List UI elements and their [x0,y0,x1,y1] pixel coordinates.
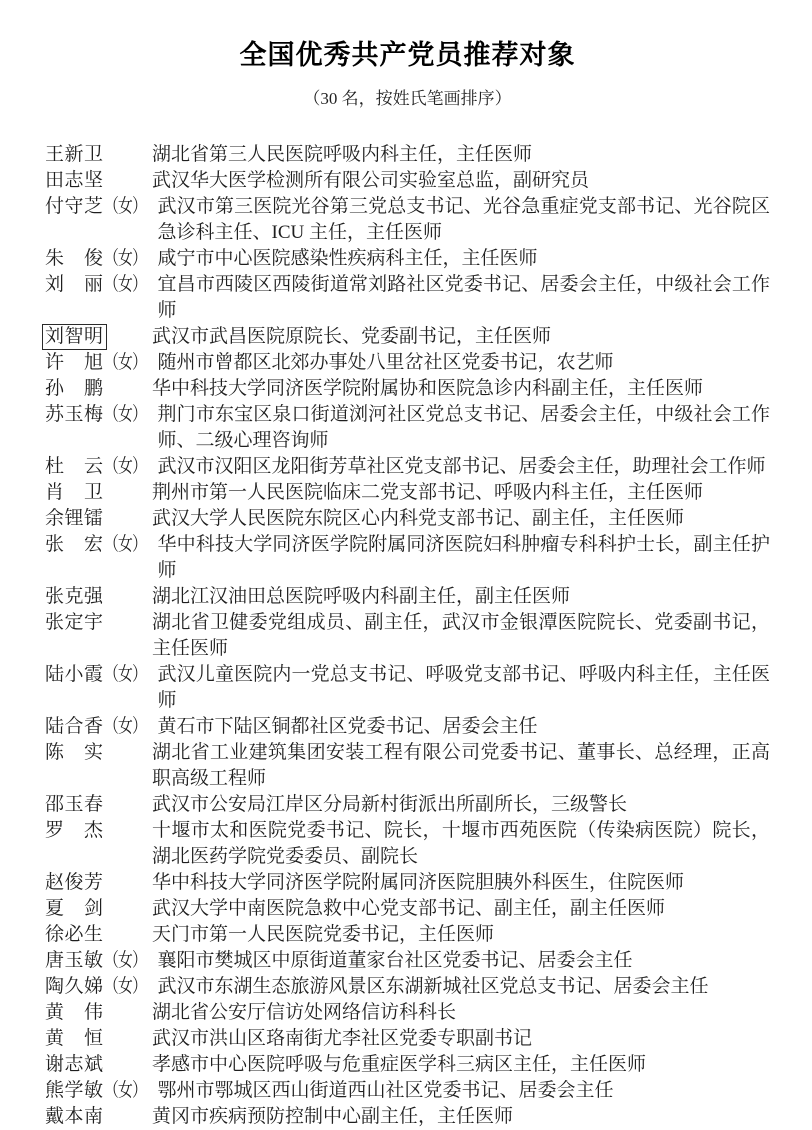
entry-gender-note: （女） [103,1080,146,1102]
entry-name: 张克强 [45,586,104,608]
entry-row [45,1026,770,1052]
entry-name: 刘 丽 [45,274,104,296]
entry-description: 武汉市洪山区珞南街尤李社区党委专职副书记 [152,1028,533,1050]
entry-row [45,1104,770,1130]
entry-row [45,168,770,194]
entry-gender-note: （女） [103,950,146,972]
entry-name-column [45,142,152,168]
entry-description: 黄冈市疾病预防控制中心副主任，主任医师 [152,1106,514,1128]
entry-row [45,1078,770,1104]
entry-name-column [45,350,158,376]
entry-gender-note: （女） [103,404,146,426]
entry-name-column [45,168,152,194]
entry-description: 天门市第一人民医院党委书记，主任医师 [152,924,495,946]
entry-row [45,740,770,792]
entry-name: 夏 剑 [45,898,104,920]
entry-name: 熊学敏 [45,1080,104,1102]
entry-description: 武汉大学中南医院急救中心党支部书记、副主任，副主任医师 [152,898,666,920]
entry-name-column [45,948,158,974]
entry-description: 荆州市第一人民医院临床二党支部书记、呼吸内科主任，主任医师 [152,482,704,504]
entry-row [45,922,770,948]
entry-row [45,948,770,974]
entry-row [45,506,770,532]
entry-description: 湖北省第三人民医院呼吸内科主任，主任医师 [152,144,533,166]
entry-row [45,1000,770,1026]
entry-description: 武汉市武昌医院原院长、党委副书记，主任医师 [152,326,552,348]
entry-name-column [45,1078,158,1104]
entry-description: 湖北江汉油田总医院呼吸内科副主任，副主任医师 [152,586,571,608]
entry-row [45,662,770,714]
entry-row [45,142,770,168]
entry-name: 王新卫 [45,144,104,166]
entry-name-column [45,246,158,272]
entry-name: 张定宇 [45,612,104,634]
entry-name: 许 旭 [45,352,104,374]
entry-name-column [45,818,152,844]
entry-name: 陈 实 [45,742,104,764]
entry-name-column [45,1026,152,1052]
entry-name-column [45,1104,152,1130]
entry-row [45,402,770,454]
entries-list [45,142,770,1130]
entry-name-column [45,402,158,428]
entry-row [45,974,770,1000]
entry-description: 武汉市第三医院光谷第三党总支书记、光谷急重症党支部书记、光谷院区急诊科主任、ICU 主任，主任医师 [157,196,770,244]
entry-gender-note: （女） [103,248,146,270]
entry-name: 唐玉敏 [45,950,104,972]
entry-description: 武汉市东湖生态旅游风景区东湖新城社区党总支书记、居委会主任 [157,976,709,998]
entry-description: 荆门市东宝区泉口街道浏河社区党总支书记、居委会主任，中级社会工作师、二级心理咨询师 [157,404,770,452]
entry-description: 随州市曾都区北郊办事处八里岔社区党委书记，农艺师 [157,352,614,374]
entry-name-column [45,870,152,896]
entry-name: 陆合香 [45,716,104,738]
entry-name-column [45,922,152,948]
entry-row [45,610,770,662]
entry-name-column [45,376,152,402]
entry-name-column [45,272,158,298]
entry-name-column [45,740,152,766]
entry-name-column [45,584,152,610]
entry-name: 罗 杰 [45,820,104,842]
entry-name: 谢志斌 [45,1054,104,1076]
entry-description: 武汉市汉阳区龙阳街芳草社区党支部书记、居委会主任，助理社会工作师 [157,456,766,478]
entry-description: 湖北省工业建筑集团安装工程有限公司党委书记、董事长、总经理，正高职高级工程师 [152,742,770,790]
entry-name: 黄 恒 [45,1028,104,1050]
entry-name: 付守芝 [45,196,104,218]
entry-row [45,714,770,740]
entry-row [45,194,770,246]
entry-name: 陶久娣 [45,976,104,998]
entry-description: 华中科技大学同济医学院附属协和医院急诊内科副主任，主任医师 [152,378,704,400]
entry-name: 朱 俊 [45,248,104,270]
entry-name: 陆小霞 [45,664,104,686]
entry-gender-note: （女） [103,976,146,998]
entry-description: 咸宁市中心医院感染性疾病科主任，主任医师 [157,248,538,270]
entry-name: 黄 伟 [45,1002,104,1024]
entry-name-column [45,532,158,558]
entry-row [45,350,770,376]
entry-name: 孙 鹏 [45,378,104,400]
entry-row [45,324,770,350]
entry-name: 徐必生 [45,924,104,946]
entry-description: 黄石市下陆区铜都社区党委书记、居委会主任 [157,716,538,738]
entry-name-column [45,324,152,350]
entry-description: 华中科技大学同济医学院附属同济医院妇科肿瘤专科科护士长，副主任护师 [157,534,770,582]
entry-row [45,818,770,870]
entry-row [45,584,770,610]
entry-description: 鄂州市鄂城区西山街道西山社区党委书记、居委会主任 [157,1080,614,1102]
entry-name: 戴本南 [45,1106,104,1128]
entry-name: 余锂镭 [45,508,104,530]
entry-description: 湖北省卫健委党组成员、副主任，武汉市金银潭医院院长、党委副书记，主任医师 [152,612,770,660]
entry-gender-note: （女） [103,196,146,218]
entry-name-column [45,194,158,220]
entry-gender-note: （女） [103,716,146,738]
entry-name-column [45,1052,152,1078]
entry-name: 苏玉梅 [45,404,104,426]
entry-gender-note: （女） [103,534,146,556]
entry-gender-note: （女） [103,456,146,478]
entry-description: 宜昌市西陵区西陵街道常刘路社区党委书记、居委会主任，中级社会工作师 [157,274,770,322]
entry-name-column [45,896,152,922]
entry-name: 邵玉春 [45,794,104,816]
entry-name-column [45,454,158,480]
entry-name-column [45,610,152,636]
entry-description: 武汉大学人民医院东院区心内科党支部书记、副主任，主任医师 [152,508,685,530]
entry-name-column [45,792,152,818]
entry-description: 武汉华大医学检测所有限公司实验室总监，副研究员 [152,170,590,192]
entry-row [45,376,770,402]
entry-description: 十堰市太和医院党委书记、院长，十堰市西苑医院（传染病医院）院长，湖北医药学院党委委员、副院长 [152,820,770,868]
entry-gender-note: （女） [103,352,146,374]
entry-row [45,870,770,896]
entry-name-column [45,1000,152,1026]
document-title: 全国优秀共产党员推荐对象 [239,40,576,70]
entry-description: 武汉市公安局江岸区分局新村街派出所副所长，三级警长 [152,794,628,816]
entry-name: 肖 卫 [45,482,104,504]
entry-name: 田志坚 [45,170,104,192]
entry-row [45,454,770,480]
entry-description: 华中科技大学同济医学院附属同济医院胆胰外科医生，住院医师 [152,872,685,894]
entry-row [45,1052,770,1078]
entry-name: 张 宏 [45,534,104,556]
entry-row [45,532,770,584]
entry-description: 湖北省公安厅信访处网络信访科科长 [152,1002,457,1024]
entry-name-column [45,506,152,532]
entry-name-column [45,480,152,506]
document-subtitle: （30 名，按姓氏笔画排序） [303,89,512,109]
entry-description: 武汉儿童医院内一党总支书记、呼吸党支部书记、呼吸内科主任，主任医师 [157,664,770,712]
entry-description: 孝感市中心医院呼吸与危重症医学科三病区主任，主任医师 [152,1054,647,1076]
entry-row [45,246,770,272]
entry-description: 襄阳市樊城区中原街道董家台社区党委书记、居委会主任 [157,950,633,972]
entry-gender-note: （女） [103,274,146,296]
entry-row [45,896,770,922]
entry-name: 杜 云 [45,456,104,478]
entry-name-column [45,974,158,1000]
entry-name-column [45,714,158,740]
entry-gender-note: （女） [103,664,146,686]
entry-row [45,272,770,324]
entry-name-column [45,662,158,688]
entry-name: 刘智明 [42,324,107,350]
entry-name: 赵俊芳 [45,872,104,894]
entry-row [45,480,770,506]
entry-row [45,792,770,818]
